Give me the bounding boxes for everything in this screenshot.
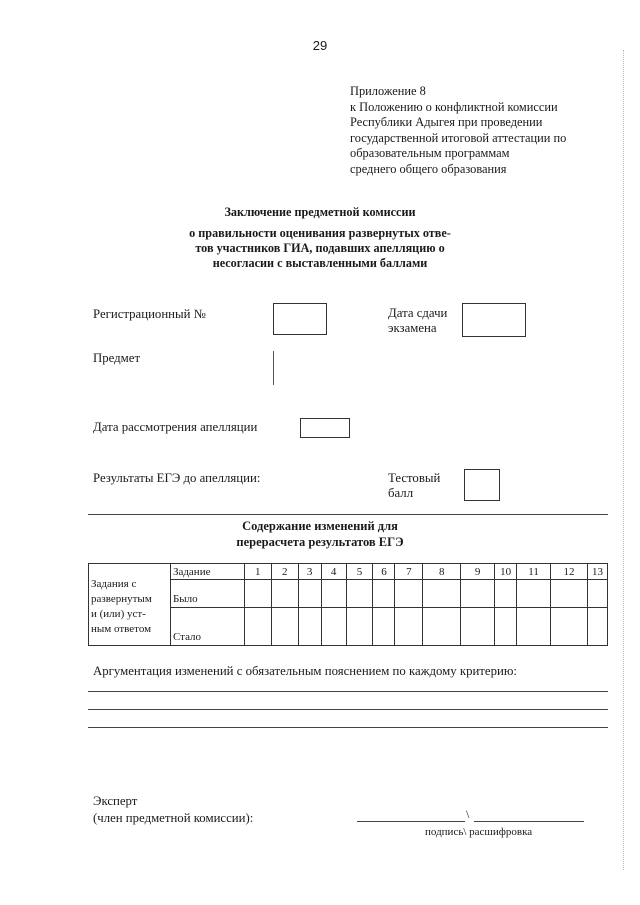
after-cell[interactable] <box>298 608 321 646</box>
test-score-label <box>388 471 440 501</box>
scan-edge-dots <box>623 50 624 870</box>
expert-label-line: Эксперт <box>93 794 138 808</box>
after-cell[interactable] <box>346 608 373 646</box>
annex-line: Приложение 8 <box>350 84 426 98</box>
annex-line: Республики Адыгея при проведении <box>350 115 543 129</box>
before-cell[interactable] <box>346 580 373 608</box>
section-divider <box>88 514 608 515</box>
row-group-label-line: Задания с <box>91 577 137 590</box>
task-number: 13 <box>587 564 607 580</box>
before-cell[interactable] <box>551 580 588 608</box>
annex-line: образовательным программам <box>350 146 510 160</box>
exam-date-label <box>388 306 447 336</box>
after-cell[interactable] <box>244 608 271 646</box>
annex-line: к Положению о конфликтной комиссии <box>350 99 558 114</box>
row-label-after: Стало <box>170 608 244 646</box>
results-label: Результаты ЕГЭ до апелляции: <box>93 471 261 485</box>
table-row <box>89 564 608 580</box>
before-cell[interactable] <box>321 580 346 608</box>
task-number: 2 <box>271 564 298 580</box>
argumentation-label: Аргументация изменений с обязательным пояснением по каждому критерию: <box>93 664 517 678</box>
review-date-label: Дата рассмотрения апелляции <box>93 420 258 434</box>
after-cell[interactable] <box>517 608 551 646</box>
row-group-label-line: развернутым <box>91 592 152 605</box>
after-cell[interactable] <box>321 608 346 646</box>
changes-heading <box>0 518 640 550</box>
argumentation-line[interactable] <box>88 691 608 692</box>
changes-heading-line: перерасчета результатов ЕГЭ <box>236 535 404 549</box>
after-cell[interactable] <box>395 608 423 646</box>
before-cell[interactable] <box>373 580 395 608</box>
task-number: 4 <box>321 564 346 580</box>
row-group-label-line: и (или) уст- <box>91 607 146 620</box>
before-cell[interactable] <box>244 580 271 608</box>
exam-date-field[interactable] <box>462 303 526 337</box>
subtitle-line: тов участников ГИА, подавших апелляцию о <box>195 241 445 255</box>
reg-number-field[interactable] <box>273 303 327 335</box>
exam-date-label-line: экзамена <box>388 321 437 335</box>
page-number: 29 <box>312 38 328 53</box>
annex-line: государственной итоговой аттестации по <box>350 130 567 145</box>
after-cell[interactable] <box>551 608 588 646</box>
task-number: 5 <box>346 564 373 580</box>
subject-label: Предмет <box>93 351 141 365</box>
row-group-label-line: ным ответом <box>91 622 152 635</box>
row-group-label <box>89 564 171 646</box>
after-cell[interactable] <box>271 608 298 646</box>
signature-separator: \ <box>466 807 470 821</box>
signature-caption: подпись\ расшифровка <box>425 826 533 838</box>
task-number: 3 <box>298 564 321 580</box>
exam-date-label-line: Дата сдачи <box>388 306 448 320</box>
task-number: 10 <box>495 564 517 580</box>
after-cell[interactable] <box>423 608 461 646</box>
before-cell[interactable] <box>423 580 461 608</box>
changes-table <box>88 563 608 646</box>
task-number: 6 <box>373 564 395 580</box>
signature-line[interactable] <box>357 821 465 822</box>
before-cell[interactable] <box>517 580 551 608</box>
after-cell[interactable] <box>461 608 495 646</box>
task-number: 1 <box>244 564 271 580</box>
test-score-field[interactable] <box>464 469 500 501</box>
before-cell[interactable] <box>587 580 607 608</box>
task-number: 9 <box>461 564 495 580</box>
subtitle-line: несогласии с выставленными баллами <box>212 256 428 270</box>
task-number: 7 <box>395 564 423 580</box>
task-number: 8 <box>423 564 461 580</box>
reg-number-label: Регистрационный № <box>93 307 206 321</box>
changes-heading-line: Содержание изменений для <box>242 519 398 533</box>
expert-label <box>93 793 253 827</box>
argumentation-line[interactable] <box>88 709 608 710</box>
annex-header <box>350 84 566 177</box>
after-cell[interactable] <box>495 608 517 646</box>
before-cell[interactable] <box>298 580 321 608</box>
document-subtitle <box>0 226 640 271</box>
row-label-before: Было <box>170 580 244 608</box>
argumentation-line[interactable] <box>88 727 608 728</box>
name-decoding-line[interactable] <box>474 821 584 822</box>
subtitle-line: о правильности оценивания развернутых отве- <box>189 226 451 240</box>
task-number: 12 <box>551 564 588 580</box>
review-date-field[interactable] <box>300 418 350 438</box>
subject-field[interactable] <box>273 351 274 385</box>
before-cell[interactable] <box>461 580 495 608</box>
expert-label-line: (член предметной комиссии): <box>93 811 254 825</box>
before-cell[interactable] <box>395 580 423 608</box>
row-label-task: Задание <box>170 564 244 580</box>
after-cell[interactable] <box>373 608 395 646</box>
task-number: 11 <box>517 564 551 580</box>
before-cell[interactable] <box>495 580 517 608</box>
test-score-label-line: балл <box>388 486 414 500</box>
after-cell[interactable] <box>587 608 607 646</box>
annex-line: среднего общего образования <box>350 161 507 176</box>
document-title: Заключение предметной комиссии <box>224 205 416 219</box>
before-cell[interactable] <box>271 580 298 608</box>
test-score-label-line: Тестовый <box>388 471 441 485</box>
